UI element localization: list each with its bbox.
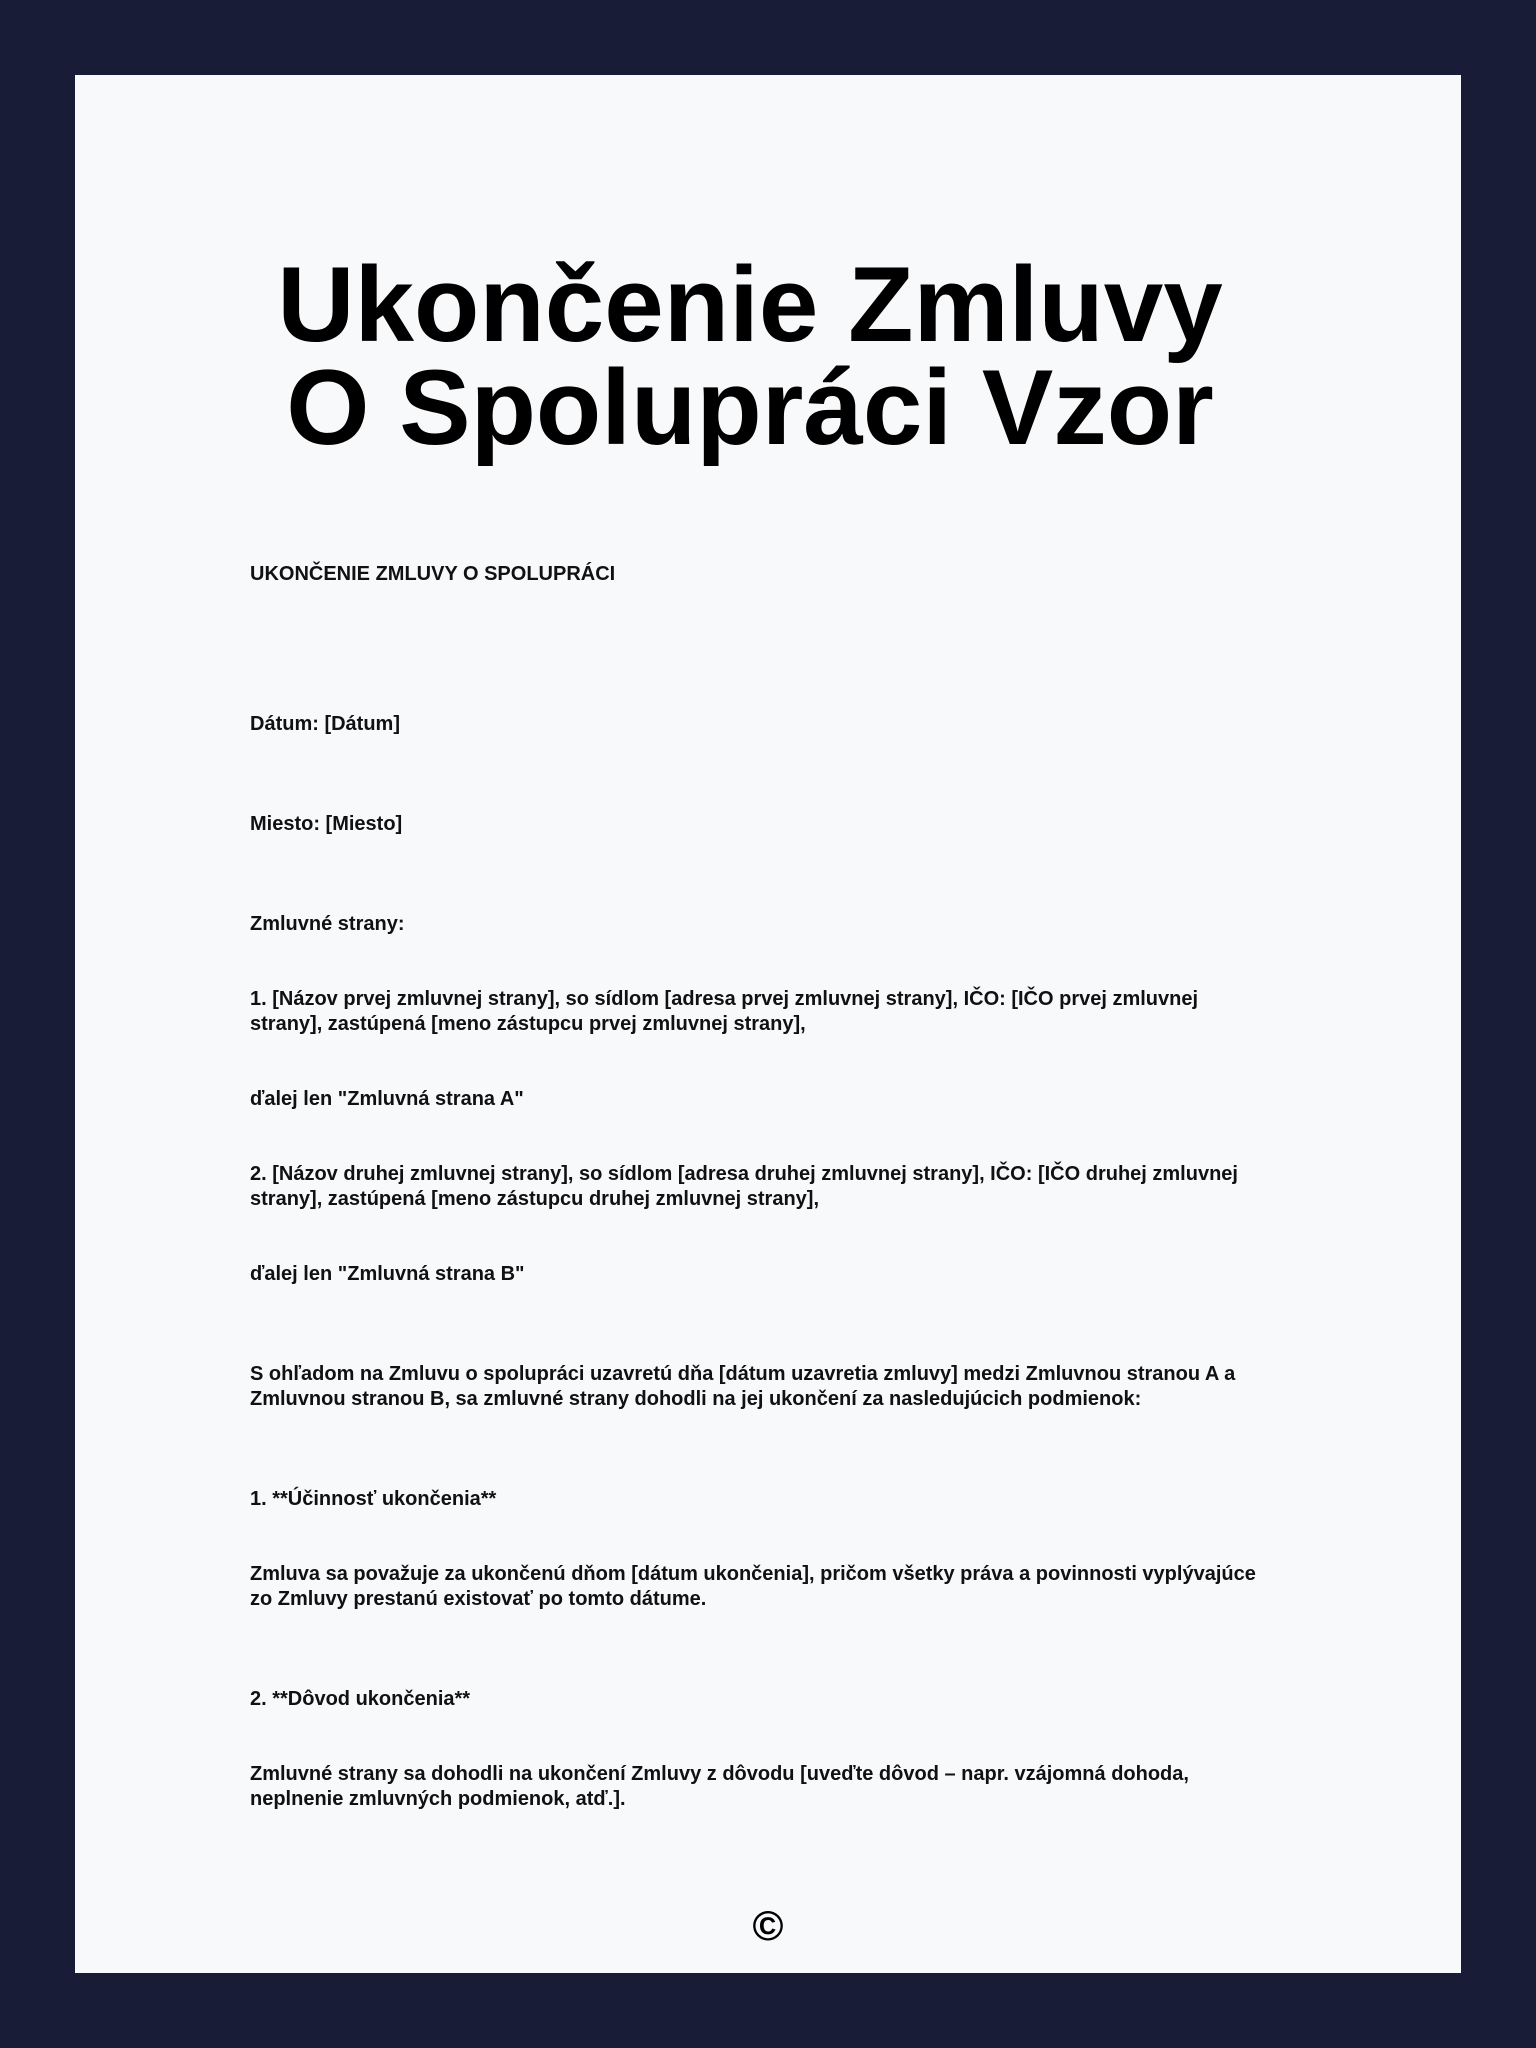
document-heading: UKONČENIE ZMLUVY O SPOLUPRÁCI: [250, 563, 616, 585]
party-b-alias: ďalej len "Zmluvná strana B": [250, 1263, 525, 1285]
document-page: [75, 75, 1461, 1973]
section-1-text: Zmluva sa považuje za ukončenú dňom [dátum ukončenia], pričom všetky práva a povinnosti vyplývajúce zo Zmluvy prestanú existovať po tomto dátume.: [250, 1563, 1256, 1610]
preamble: S ohľadom na Zmluvu o spolupráci uzavretú dňa [dátum uzavretia zmluvy] medzi Zmluvnou stranou A a Zmluvnou stranou B, sa zmluvné strany dohodli na jej ukončení za nasledujúcich podmienok:: [250, 1363, 1236, 1410]
party-b: 2. [Názov druhej zmluvnej strany], so sídlom [adresa druhej zmluvnej strany], IČO: [IČO druhej zmluvnej strany], zastúpená [meno zástupcu druhej zmluvnej strany],: [250, 1163, 1238, 1210]
page-title: Ukončenie Zmluvy O Spolupráci Vzor: [277, 244, 1223, 467]
date-line: Dátum: [Dátum]: [250, 713, 400, 735]
copyright-icon: ©: [752, 1902, 784, 1949]
section-1-heading: 1. **Účinnosť ukončenia**: [250, 1488, 497, 1510]
section-2-text: Zmluvné strany sa dohodli na ukončení Zmluvy z dôvodu [uveďte dôvod – napr. vzájomná dohoda, neplnenie zmluvných podmienok, atď.].: [250, 1763, 1189, 1810]
place-line: Miesto: [Miesto]: [250, 813, 403, 835]
document-body: [250, 562, 1260, 1812]
party-a-alias: ďalej len "Zmluvná strana A": [250, 1088, 524, 1110]
section-2-heading: 2. **Dôvod ukončenia**: [250, 1688, 471, 1710]
party-a: 1. [Názov prvej zmluvnej strany], so sídlom [adresa prvej zmluvnej strany], IČO: [IČO prvej zmluvnej strany], zastúpená [meno zástupcu prvej zmluvnej strany],: [250, 988, 1199, 1035]
parties-label: Zmluvné strany:: [250, 913, 405, 935]
